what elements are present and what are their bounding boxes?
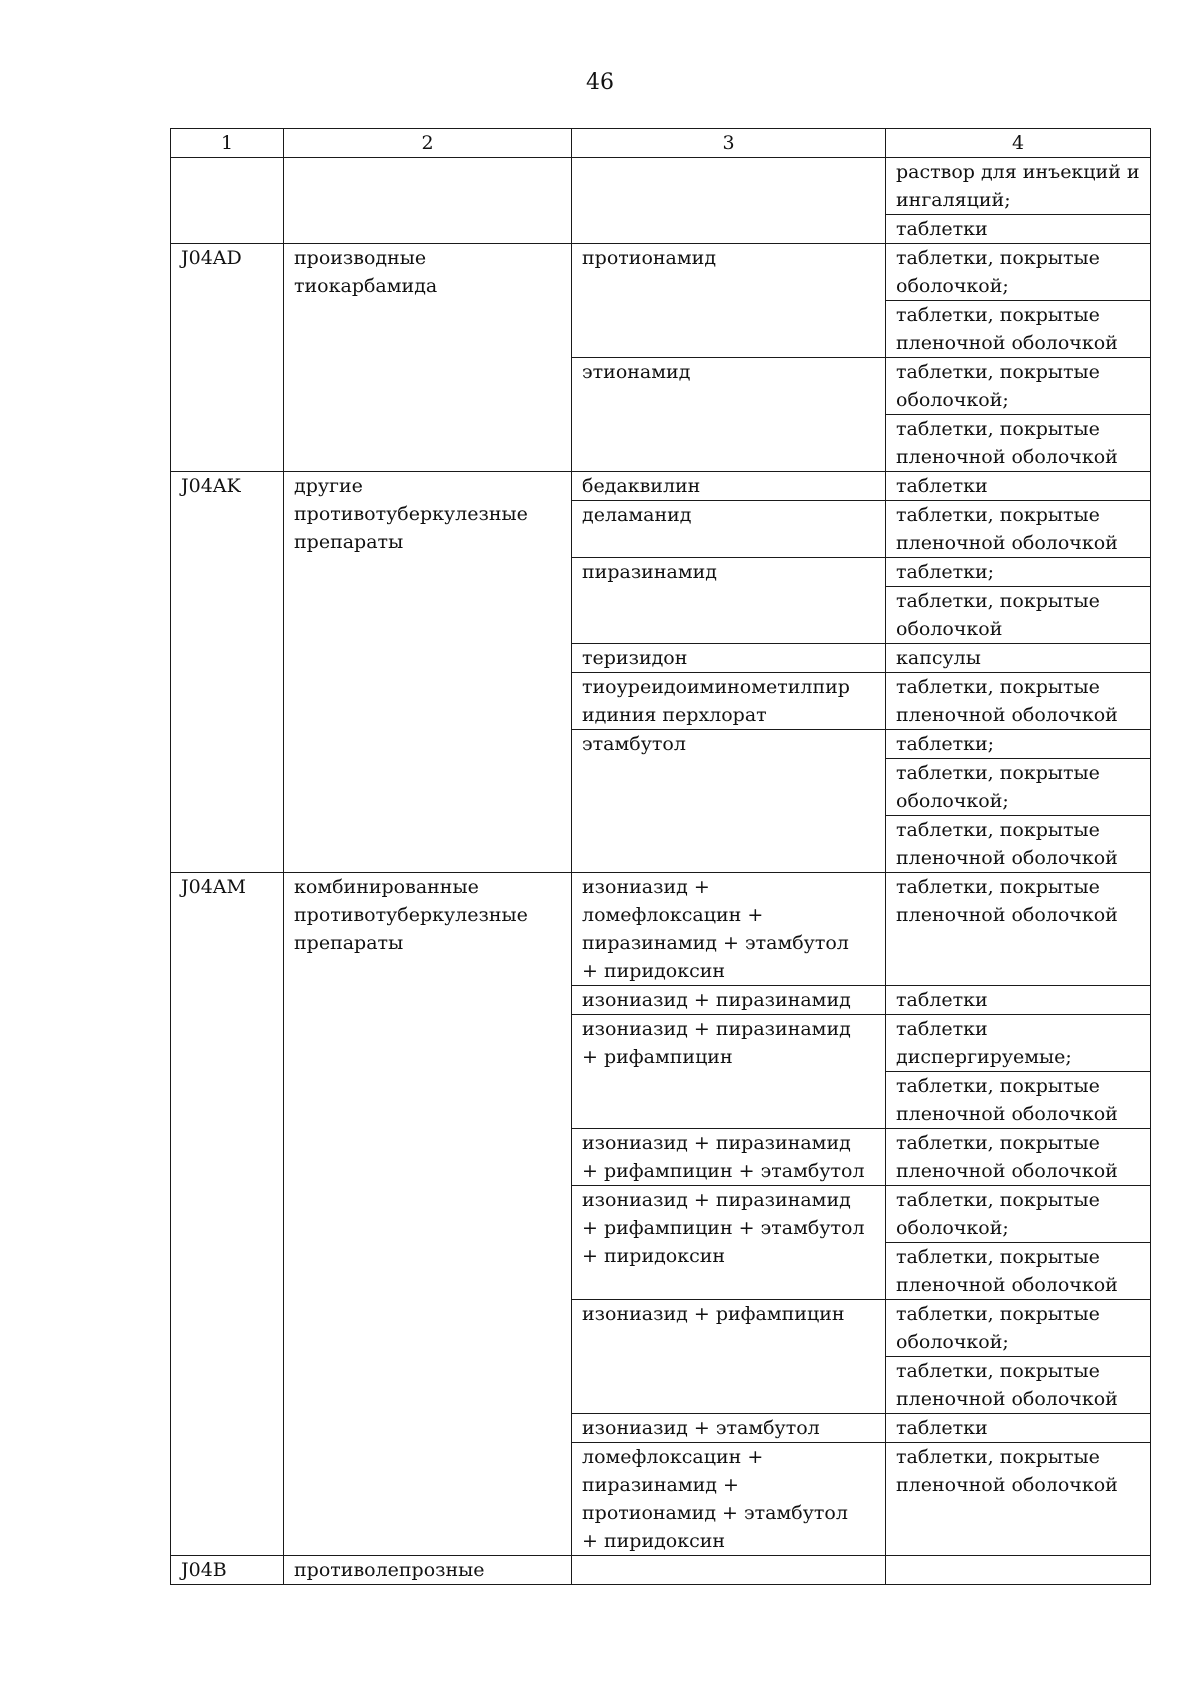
dosage-form-item: таблетки, покрытые пленочной оболочкой (896, 504, 1118, 554)
header-row (171, 129, 1151, 158)
dosage-form-item: таблетки (896, 475, 988, 497)
substance-name-cell: ломефлоксацин + пиразинамид + протионамид + этамбутол + пиридоксин (572, 1443, 886, 1556)
atc-code-cell: J04B (171, 1556, 284, 1585)
atc-code-cell: J04AK (171, 472, 284, 873)
substance-name-cell: протионамид (572, 244, 886, 358)
table-header (171, 129, 1151, 158)
dosage-forms-cell (886, 1015, 1151, 1129)
dosage-forms-cell (886, 1186, 1151, 1300)
dosage-forms-cell (886, 1300, 1151, 1414)
substance-name-cell: тиоуреидоиминометилпир идиния перхлорат (572, 673, 886, 730)
dosage-forms-cell (886, 158, 1151, 244)
dosage-forms-cell (886, 501, 1151, 558)
column-header-3: 3 (572, 129, 886, 158)
substance-name-cell (572, 158, 886, 244)
drug-group-cell: противолепрозные (284, 1556, 572, 1585)
dosage-form-item: таблетки, покрытые пленочной оболочкой (896, 876, 1118, 926)
atc-code-cell: J04AM (171, 873, 284, 1556)
table-row (171, 472, 1151, 501)
dosage-form-item: таблетки, покрытые пленочной оболочкой (896, 819, 1118, 869)
dosage-forms-cell (886, 472, 1151, 501)
dosage-form-item: таблетки; (886, 558, 1150, 587)
atc-code-cell: J04AD (171, 244, 284, 472)
dosage-form-item: таблетки, покрытые оболочкой; (886, 1186, 1150, 1243)
dosage-form-item: таблетки, покрытые пленочной оболочкой (896, 304, 1118, 354)
drug-group-cell: другие противотуберкулезные препараты (284, 472, 572, 873)
dosage-forms-cell (886, 986, 1151, 1015)
dosage-form-item: капсулы (896, 647, 981, 669)
dosage-forms-cell (886, 730, 1151, 873)
substance-name-cell (572, 1556, 886, 1585)
dosage-form-item: раствор для инъекций и ингаляций; (886, 158, 1150, 215)
dosage-form-item: таблетки, покрытые пленочной оболочкой (896, 1446, 1118, 1496)
page-number: 46 (586, 70, 614, 95)
dosage-form-item: таблетки, покрытые пленочной оболочкой (896, 1132, 1118, 1182)
dosage-form-item: таблетки (896, 218, 988, 240)
substance-name-cell: теризидон (572, 644, 886, 673)
dosage-forms-cell (886, 673, 1151, 730)
dosage-forms-cell (886, 358, 1151, 472)
dosage-forms-cell (886, 558, 1151, 644)
dosage-form-item: таблетки; (886, 730, 1150, 759)
dosage-form-item: таблетки, покрытые оболочкой; (886, 1300, 1150, 1357)
substance-name-cell: изониазид + этамбутол (572, 1414, 886, 1443)
dosage-form-item: таблетки, покрытые пленочной оболочкой (896, 1360, 1118, 1410)
table-row (171, 873, 1151, 986)
substance-name-cell: этионамид (572, 358, 886, 472)
column-header-1: 1 (171, 129, 284, 158)
drug-group-cell: производные тиокарбамида (284, 244, 572, 472)
dosage-forms-cell (886, 644, 1151, 673)
dosage-forms-cell (886, 1129, 1151, 1186)
dosage-form-item: таблетки, покрытые оболочкой; (886, 244, 1150, 301)
dosage-form-item: таблетки (896, 989, 988, 1011)
drug-table (170, 128, 1151, 1585)
dosage-forms-cell (886, 873, 1151, 986)
dosage-forms-cell (886, 244, 1151, 358)
dosage-form-item: таблетки (896, 1417, 988, 1439)
substance-name-cell: изониазид + пиразинамид (572, 986, 886, 1015)
drug-group-cell: комбинированные противотуберкулезные препараты (284, 873, 572, 1556)
substance-name-cell: изониазид + пиразинамид + рифампицин + этамбутол + пиридоксин (572, 1186, 886, 1300)
table-row (171, 1556, 1151, 1585)
substance-name-cell: пиразинамид (572, 558, 886, 644)
dosage-form-item: таблетки, покрытые пленочной оболочкой (896, 1246, 1118, 1296)
dosage-form-item: таблетки, покрытые пленочной оболочкой (896, 418, 1118, 468)
substance-name-cell: изониазид + ломефлоксацин + пиразинамид + этамбутол + пиридоксин (572, 873, 886, 986)
substance-name-cell: изониазид + пиразинамид + рифампицин (572, 1015, 886, 1129)
substance-name-cell: деламанид (572, 501, 886, 558)
dosage-form-item: таблетки, покрытые пленочной оболочкой (896, 676, 1118, 726)
table-body (171, 158, 1151, 1585)
dosage-forms-cell (886, 1414, 1151, 1443)
substance-name-cell: изониазид + пиразинамид + рифампицин + этамбутол (572, 1129, 886, 1186)
dosage-form-item: таблетки, покрытые пленочной оболочкой (896, 1075, 1118, 1125)
table-row (171, 158, 1151, 244)
dosage-form-item: таблетки диспергируемые; (886, 1015, 1150, 1072)
drug-group-cell (284, 158, 572, 244)
dosage-form-item: таблетки, покрытые оболочкой (896, 590, 1100, 640)
dosage-forms-cell (886, 1556, 1151, 1585)
atc-code-cell (171, 158, 284, 244)
substance-name-cell: бедаквилин (572, 472, 886, 501)
dosage-form-item: таблетки, покрытые оболочкой; (886, 759, 1150, 816)
dosage-form-item: таблетки, покрытые оболочкой; (886, 358, 1150, 415)
table-row (171, 244, 1151, 358)
substance-name-cell: изониазид + рифампицин (572, 1300, 886, 1414)
column-header-2: 2 (284, 129, 572, 158)
column-header-4: 4 (886, 129, 1151, 158)
dosage-forms-cell (886, 1443, 1151, 1556)
substance-name-cell: этамбутол (572, 730, 886, 873)
